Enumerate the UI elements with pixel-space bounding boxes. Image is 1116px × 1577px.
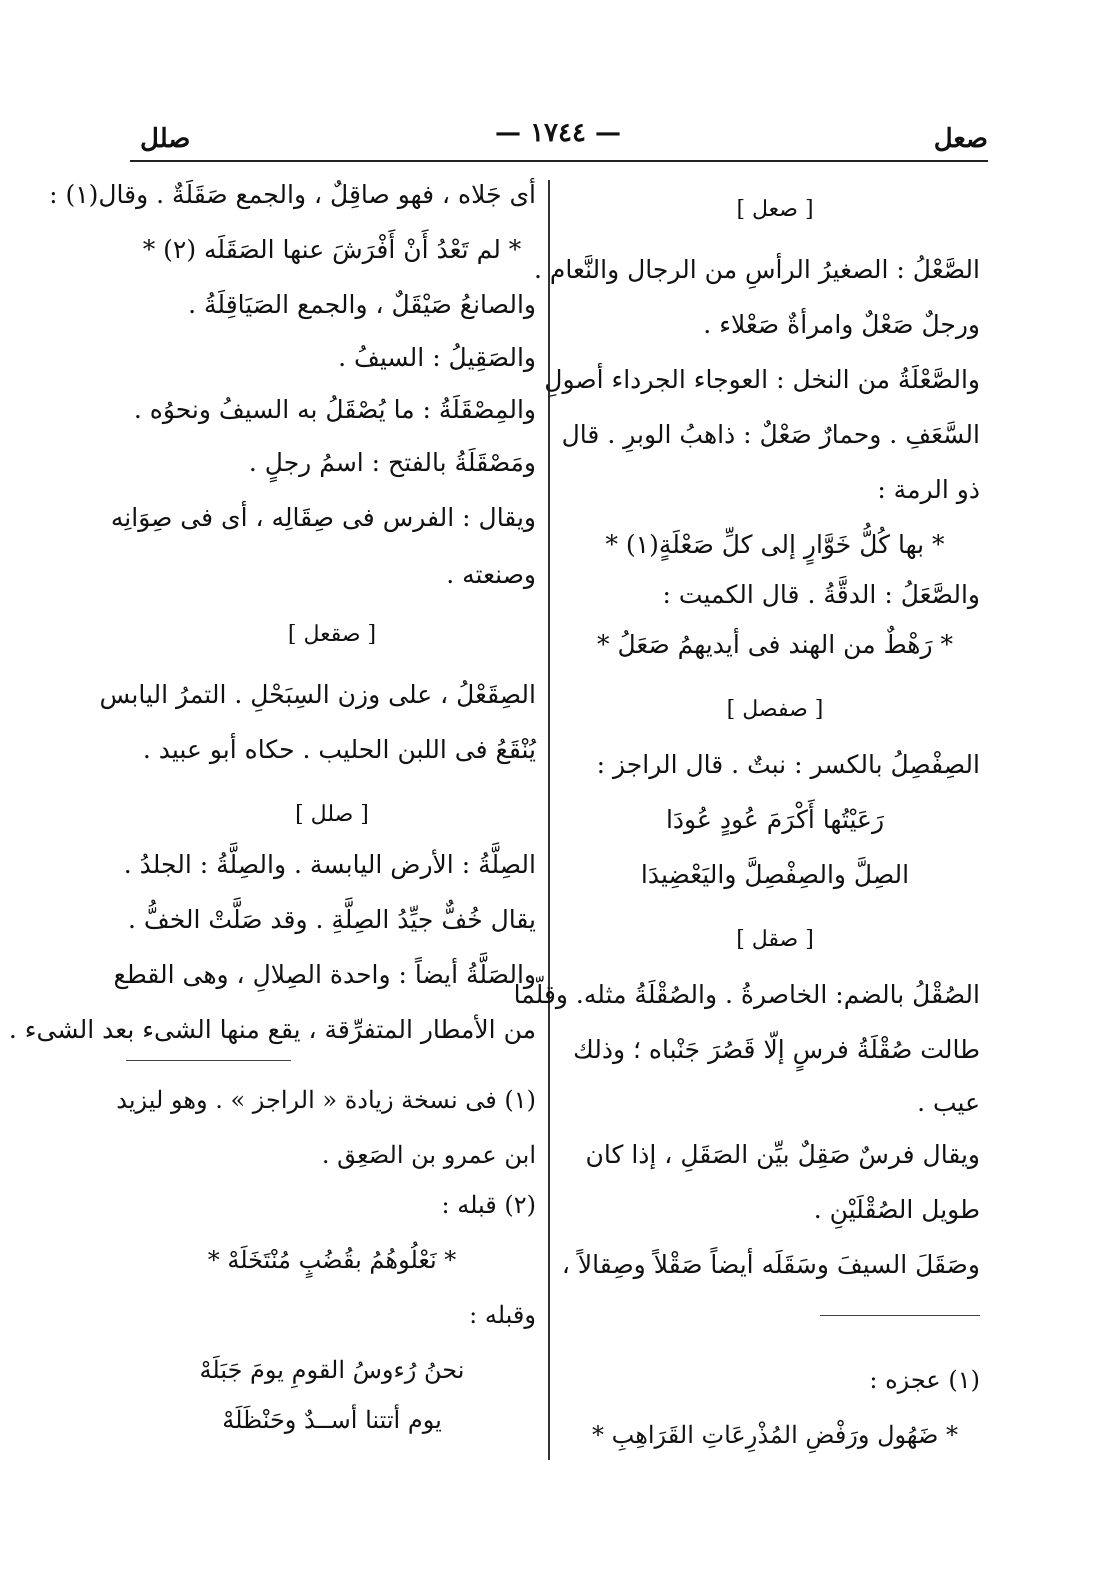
footnote-line: * ضَهُول ورَفْضِ المُذْرِعَاتِ القَرَاهِبِ * <box>592 1421 958 1449</box>
footnote-line: ابن عمرو بن الصَعِق . <box>321 1141 536 1169</box>
footnote-line: نحنُ رُءوسُ القومِ يومَ جَبَلَهْ <box>199 1356 465 1384</box>
text-line: الصِلَّةُ : الأرض اليابسة . والصِلَّةُ : الجلدُ . <box>123 850 536 879</box>
text-line: ويقال : الفرس فى صِقَالِه ، أى فى صِوَانِه <box>110 503 536 532</box>
text-line: ذو الرمة : <box>877 475 980 504</box>
text-line: * رَهْطٌ من الهند فى أيديهمُ صَعَلُ * <box>597 630 953 659</box>
text-line: والصَقِيلُ : السيفُ . <box>338 343 536 372</box>
text-line: والصَّعَلُ : الدقَّةُ . قال الكميت : <box>662 580 980 609</box>
entry-heading: [ صقعل ] <box>287 622 377 647</box>
text-line: والصَّعْلَةُ من النخل : العوجاء الجرداء أصولِ <box>544 365 980 394</box>
text-line: ومَصْقَلَةُ بالفتح : اسمُ رجلٍ . <box>248 448 536 477</box>
footnote-line: (١) فى نسخة زيادة « الراجز » . وهو ليزيد <box>116 1086 536 1114</box>
text-line: عيب . <box>917 1088 980 1117</box>
text-line: الصِقَعْلُ ، على وزن السِبَحْلِ . التمرُ اليابس <box>99 680 536 709</box>
text-line: رَعَيْتُها أَكْرَمَ عُودٍ عُودَا <box>665 805 885 834</box>
text-line: * بها كُلُّ خَوَّارٍ إلى كلِّ صَعْلَةٍ(١) * <box>605 530 945 559</box>
footnote-rule <box>126 1060 291 1061</box>
text-line: السَّعَفِ . وحمارٌ صَعْلٌ : ذاهبُ الوبرِ . قال <box>561 420 980 449</box>
text-line: والصانعُ صَيْقَلٌ ، والجمع الصَيَاقِلَةُ . <box>188 290 536 319</box>
footnote-line: يوم أتتنا أســدٌ وحَنْظَلَهْ <box>222 1406 442 1434</box>
page-number: — ١٧٤٤ — <box>495 118 621 148</box>
text-line: وصنعته . <box>446 560 536 589</box>
footnote-line: * نَعْلُوهُمُ بقُضُبٍ مُنْتَخَلَهْ * <box>207 1246 457 1274</box>
text-line: الصَّعْلُ : الصغيرُ الرأسِ من الرجال والنَّعام . <box>533 255 980 284</box>
text-line: طالت صُقْلَةُ فرسٍ إلّا قَصُرَ جَنْباه ؛ وذلك <box>573 1035 980 1064</box>
text-line: * لم تَعْدُ أَنْ أَفْرَشَ عنها الصَقَلَه (٢) * <box>142 235 522 264</box>
footnote-line: (٢) قبله : <box>441 1191 536 1219</box>
text-line: ورجلٌ صَعْلٌ وامرأةٌ صَعْلاء . <box>703 310 980 339</box>
text-line: يقال خُفٌّ جيِّدُ الصِلَّةِ . وقد صَلَّتْ الخفُّ . <box>127 905 536 934</box>
text-line: والصَلَّةُ أيضاً : واحدة الصِلالِ ، وهى القطع <box>113 960 536 989</box>
header-rule <box>130 160 988 162</box>
text-line: طويل الصُقْلَيْنِ . <box>813 1195 980 1224</box>
text-line: أى جَلاه ، فهو صاقِلٌ ، والجمع صَقَلَةٌ . وقال(١) : <box>49 180 536 209</box>
page-header <box>0 118 1116 158</box>
text-line: الصُقْلُ بالضم: الخاصرةُ . والصُقْلَةُ مثله. وقلّما <box>513 980 980 1009</box>
text-line: الصِلَّ والصِفْصِلَّ واليَعْضِيدَا <box>640 860 910 889</box>
entry-heading: [ صقل ] <box>736 927 814 952</box>
text-line: الصِفْصِلُ بالكسر : نبتٌ . قال الراجز : <box>596 750 980 779</box>
entry-heading: [ صلل ] <box>295 802 369 827</box>
footnote-rule <box>820 1315 980 1316</box>
text-line: ويقال فرسٌ صَقِلٌ بيِّن الصَقَلِ ، إذا كان <box>585 1140 980 1169</box>
header-catchword-left: صلل <box>140 124 191 154</box>
header-catchword-right: صعل <box>933 124 988 154</box>
entry-heading: [ صفصل ] <box>726 697 824 722</box>
text-line: وصَقَلَ السيفَ وسَقَلَه أيضاً صَقْلاً وصِقالاً ، <box>561 1250 980 1279</box>
footnote-line: (١) عجزه : <box>869 1366 980 1394</box>
entry-heading: [ صعل ] <box>736 197 814 222</box>
text-line: من الأمطار المتفرِّقة ، يقع منها الشىء بعد الشىء . <box>8 1015 536 1044</box>
text-line: والمِصْقَلَةُ : ما يُصْقَلُ به السيفُ ونحوُه . <box>133 395 536 424</box>
footnote-line: وقبله : <box>469 1301 536 1329</box>
text-line: يُنْقَعُ فى اللبن الحليب . حكاه أبو عبيد . <box>142 735 536 764</box>
